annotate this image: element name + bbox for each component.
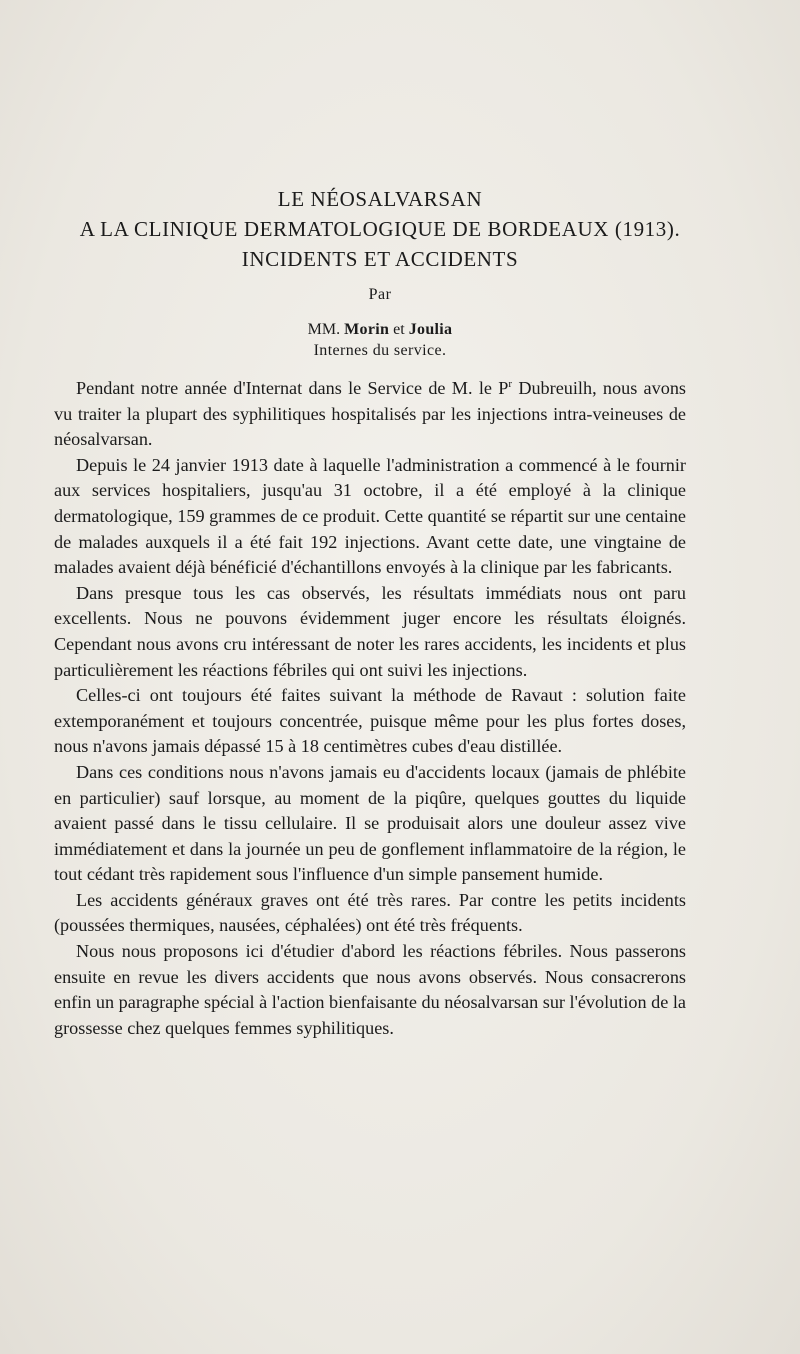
paragraph-6: Les accidents généraux graves ont été très rares. Par contre les petits incidents (poussées thermiques, nausées, céphalées) ont été très fréquents. <box>54 889 686 936</box>
paragraph-5: Dans ces conditions nous n'avons jamais eu d'accidents locaux (jamais de phlébite en particulier) sauf lorsque, au moment de la piqûre, quelques gouttes du liquide avaient passé dans le tissu cellulaire. Il se produisait alors une douleur assez vive immédiatement et dans la journée un peu de gonflement inflammatoire de la région, le tout cédant très rapidement sous l'influence d'un simple pansement humide. <box>54 761 686 885</box>
paragraph-1-start: Pendant notre année d'Internat dans le Service de M. le P <box>76 378 509 398</box>
paragraph-2: Depuis le 24 janvier 1913 date à laquelle l'administration a commencé à le fournir aux services hospitaliers, jusqu'au 31 octobre, il a été employé à la clinique dermatologique, 159 grammes de ce produit. Cette quantité se répartit sur une centaine de malades auxquels il a été fait 192 injections. Avant cette date, une vingtaine de malades avaient déjà bénéficié d'échantillons envoyés à la clinique par les fabricants. <box>54 454 686 578</box>
title-line-3: INCIDENTS ET ACCIDENTS <box>241 247 519 271</box>
affiliation: Internes du service. <box>313 342 447 359</box>
authors-prefix: MM. <box>307 321 341 338</box>
author-morin: Morin <box>344 321 390 338</box>
paragraph-7: Nous nous proposons ici d'étudier d'abord les réactions fébriles. Nous passerons ensuite en revue les divers accidents que nous avons observés. Nous consacrerons enfin un paragraphe spécial à l'action bienfaisante du néosalvarsan sur l'évolution de la grossesse chez quelques femmes syphilitiques. <box>54 941 686 1038</box>
professor-superscript: r <box>508 377 513 390</box>
author-joulia: Joulia <box>408 321 453 338</box>
paragraph-1 <box>54 376 686 453</box>
paragraph-4: Celles-ci ont toujours été faites suivant la méthode de Ravaut : solution faite extemporanément et toujours concentrée, puisque même pour les plus fortes doses, nous n'avons jamais dépassé 15 à 18 centimètres cubes d'eau distillée. <box>54 685 686 757</box>
authors <box>0 319 760 341</box>
title-line-1: LE NÉOSALVARSAN <box>277 187 483 211</box>
by-line: Par <box>368 286 392 303</box>
paragraph-1-end: Dubreuilh, nous avons vu traiter la plupart des syphilitiques hospitalisés par les injections intra-veineuses de néosalvarsan. <box>54 378 686 450</box>
article-header <box>0 184 760 361</box>
article-body <box>54 376 686 1041</box>
title-line-2: A LA CLINIQUE DERMATOLOGIQUE DE BORDEAUX (1913). <box>79 217 681 241</box>
paragraph-3: Dans presque tous les cas observés, les résultats immédiats nous ont paru excellents. Nous ne pouvons évidemment juger encore les résultats éloignés. Cependant nous avons cru intéressant de noter les rares accidents, les incidents et plus particulièrement les réactions fébriles qui ont suivi les injections. <box>54 582 686 680</box>
authors-conjunction: et <box>393 321 405 338</box>
